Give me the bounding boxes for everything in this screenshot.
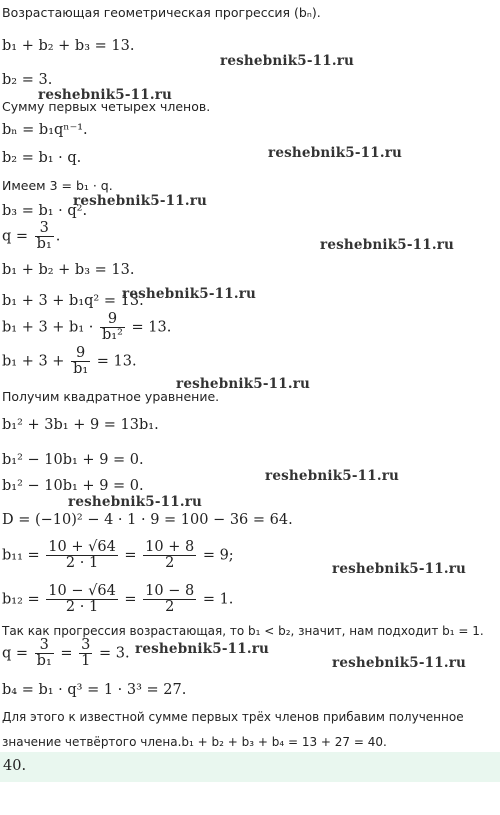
watermark: reshebnik5-11.ru (38, 87, 173, 103)
solution-text: значение четвёртого члена.b₁ + b₂ + b₃ + b₄ = 13 + 27 = 40. (2, 735, 387, 749)
fraction: $\frac{9}{\text{b₁²}}$ (101, 311, 123, 343)
watermark: reshebnik5-11.ru (122, 286, 257, 302)
equation: b₁ + b₂ + b₃ = 13. (2, 38, 135, 54)
watermark: reshebnik5-11.ru (320, 237, 455, 253)
equation: b₁ + b₂ + b₃ = 13. (2, 262, 135, 278)
fraction: $\frac{10 + 8}{2}$ (145, 539, 195, 571)
equation: b₁² − 10b₁ + 9 = 0. (2, 452, 144, 468)
fraction: $\frac{10 + √64}{2 \cdot 1}$ (48, 539, 116, 571)
fraction: $\frac{3}{1}$ (81, 637, 91, 669)
solution-text: Получим квадратное уравнение. (2, 389, 220, 404)
solution-text: Так как прогрессия возрастающая, то b₁ < b₂, значит, нам подходит b₁ = 1. (2, 624, 484, 638)
question-text: Сумму первых четырех членов. (2, 99, 211, 114)
equation: bₙ = b₁qⁿ⁻¹. (2, 122, 88, 138)
watermark: reshebnik5-11.ru (268, 145, 403, 161)
watermark: reshebnik5-11.ru (73, 193, 208, 209)
watermark: reshebnik5-11.ru (68, 494, 203, 510)
answer-box (0, 752, 500, 782)
fraction-equation: q = $\frac{3}{\text{b₁}}$ . (2, 220, 61, 252)
fraction: $\frac{10 - 8}{2}$ (145, 583, 195, 615)
fraction-equation: q = $\frac{3}{\text{b₁}}$ = $\frac{3}{1}$ = 3. (2, 637, 130, 669)
watermark: reshebnik5-11.ru (135, 641, 270, 657)
fraction: $\frac{3}{\text{b₁}}$ (36, 220, 52, 252)
fraction-equation: b₁ + 3 + $\frac{9}{\text{b₁}}$ = 13. (2, 345, 137, 377)
watermark: reshebnik5-11.ru (332, 561, 467, 577)
discriminant-equation: D = (−10)² − 4 · 1 · 9 = 100 − 36 = 64. (2, 512, 293, 528)
fraction: $\frac{10 - √64}{2 \cdot 1}$ (48, 583, 116, 615)
solution-text: Для этого к известной сумме первых трёх членов прибавим полученное (2, 710, 464, 724)
watermark: reshebnik5-11.ru (265, 468, 400, 484)
fraction: $\frac{3}{\text{b₁}}$ (36, 637, 52, 669)
equation: b₂ = 3. (2, 72, 53, 88)
equation: b₁ + 3 + b₁q² = 13. (2, 293, 144, 309)
condition-text: Возрастающая геометрическая прогрессия (bₙ). (2, 5, 321, 20)
fraction: $\frac{9}{\text{b₁}}$ (73, 345, 89, 377)
equation: b₄ = b₁ · q³ = 1 · 3³ = 27. (2, 682, 187, 698)
root-equation: b₁₂ = $\frac{10 - √64}{2 \cdot 1}$ = $\frac{10 - 8}{2}$ = 1. (2, 583, 234, 615)
watermark: reshebnik5-11.ru (176, 376, 311, 392)
watermark: reshebnik5-11.ru (332, 655, 467, 671)
equation: b₁² + 3b₁ + 9 = 13b₁. (2, 417, 159, 433)
equation: b₁² − 10b₁ + 9 = 0. (2, 478, 144, 494)
watermark: reshebnik5-11.ru (220, 53, 355, 69)
fraction-equation: b₁ + 3 + b₁ · $\frac{9}{\text{b₁²}}$ = 13. (2, 311, 172, 343)
solution-text: Имеем 3 = b₁ · q. (2, 178, 113, 193)
root-equation: b₁₁ = $\frac{10 + √64}{2 \cdot 1}$ = $\frac{10 + 8}{2}$ = 9; (2, 539, 234, 571)
equation: b₂ = b₁ · q. (2, 150, 82, 166)
equation: b₃ = b₁ · q². (2, 203, 88, 219)
answer-value: 40. (3, 758, 27, 774)
